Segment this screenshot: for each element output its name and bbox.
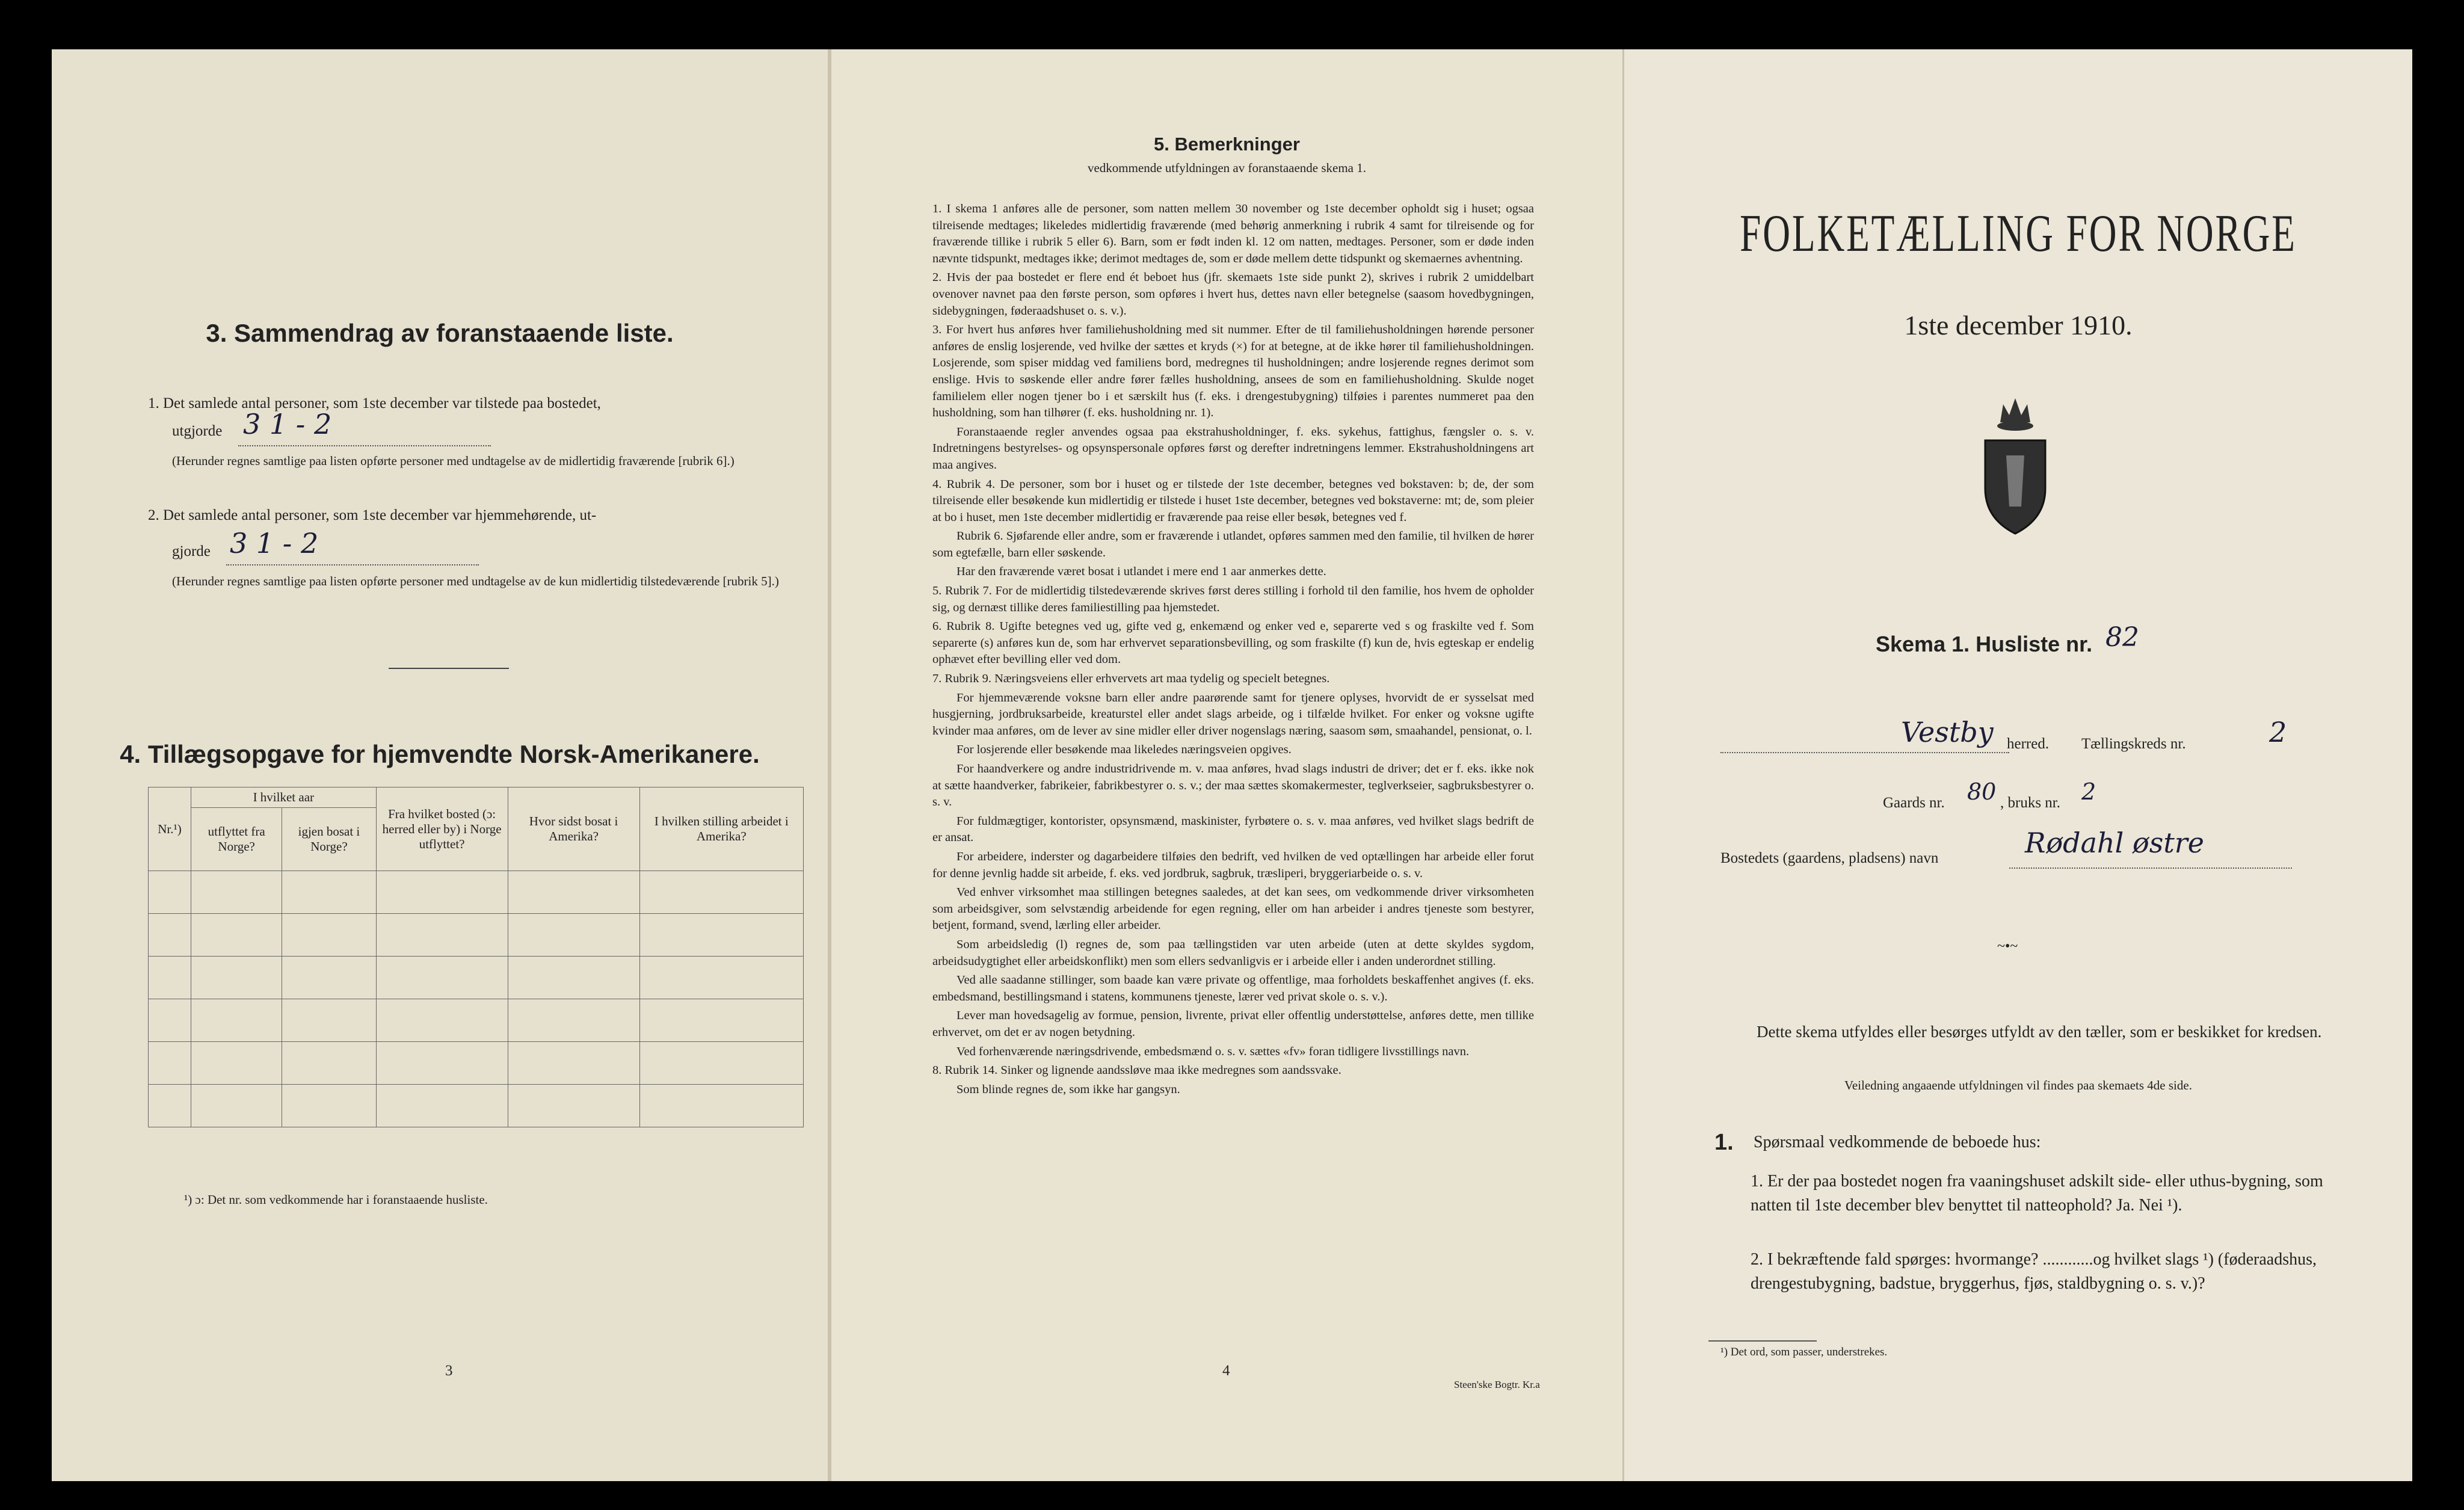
remark-item: Ved enhver virksomhet maa stillingen betegnes saaledes, at det kan sees, om vedkommende driver virksomheten som arbeidsgiver, som selvstændig arbeidende for egen regning, eller om han arbeider i andres tjeneste som bestyrer, betjent, formand, svend, lærling eller arbeider. [932,886,1534,932]
remark-item: For hjemmeværende voksne barn eller andre paarørende samt for tjenere oplyses, hvorvidt de er sysselsat med husgjerning, jordbruksarbeide, kreaturstel eller andet slags arbeide, og i tilfælde hvilket. For enker og voksne ugifte kvinder maa anføres, om de lever av sine midler eller driver nogenslags næring, saasom søm, smaahandel, pensionat, o. l. [932,691,1534,738]
left-page [52,49,828,1481]
guidance-text: Veiledning angaaende utfyldningen vil findes paa skemaets 4de side. [1844,1078,2192,1092]
census-date: 1ste december 1910. [1904,310,2133,341]
remark-item: 5. Rubrik 7. For de midlertidig tilstedeværende skrives først deres stilling i forhold til den familie, hos hvem de opholder sig, og dernæst tillike deres familiestilling paa hjemstedet. [932,584,1534,614]
remark-item: Lever man hovedsagelig av formue, pension, livrente, privat eller offentlig understøttelse, anføres dette, men tillike erhvervet, om det er av nogen betydning. [932,1009,1534,1039]
item1-label: utgjorde [172,423,223,439]
remark-item: 6. Rubrik 8. Ugifte betegnes ved ug, gifte ved g, enkemænd og enker ved e, separerte ved s og fraskilte ved f. Som separerte (s) anføres kun de, som har erhvervet separationsbevilling, og som fraskilte (f) kun de, hvis egteskap er endelig ophævet efter bevilling eller ved dom. [932,620,1534,667]
norsk-amerikanere-table [148,787,804,1127]
bosted-label: Bostedets (gaardens, pladsens) navn [1720,850,1939,866]
gaards-label: Gaards nr. [1883,795,1945,811]
remark-item: 2. Hvis der paa bostedet er flere end ét beboet hus (jfr. skemaets 1ste side punkt 2), skrives i rubrik 2 umiddelbart ovenover navnet paa den første person, som opføres i hvert hus, dettes navn eller betegnelse (saasom hovedbygningen, sidebygningen, føderaadshuset o. s. v.). [932,271,1534,318]
middle-page-number: 4 [1222,1363,1230,1379]
item2-value: 3 1 - 2 [230,527,319,559]
remarks-subtitle: vedkommende utfyldningen av foranstaaende skema 1. [1087,161,1366,175]
left-page-number: 3 [445,1363,453,1379]
item1-value: 3 1 - 2 [243,408,332,440]
col-from-where: Fra hvilket bosted (ɔ: herred eller by) i Norge utflyttet? [376,787,508,871]
question-heading: Spørsmaal vedkommende de beboede hus: [1754,1133,2041,1151]
item2-note: (Herunder regnes samtlige paa listen opførte personer med undtagelse av de kun midlertidig tilstedeværende [rubrik 5].) [172,574,779,588]
remark-item: For haandverkere og andre industridrivende m. v. maa anføres, hvad slags industri de driver; det er f. eks. ikke nok at sætte haandverker, fabrikeier, fabrikbestyrer o. s. v.; der maa sættes skomakermester, teglverkseier, sagbruksbestyrer o. s. v. [932,762,1534,809]
table-row [149,914,804,957]
left-footnote: ¹) ɔ: Det nr. som vedkommende har i foranstaaende husliste. [184,1192,488,1207]
col-nr: Nr.¹) [149,787,191,871]
remark-item: Foranstaaende regler anvendes ogsaa paa ekstrahusholdninger, f. eks. sykehus, fattighus, fængsler o. s. v. Indretningens bestyrelses- og opsynspersonale opføres først og derefter indretningens lemmer. Ekstrahusholdningens art maa angives. [932,425,1534,472]
remarks-list [932,201,1534,1100]
col-emigrated: utflyttet fra Norge? [191,808,282,871]
right-footnote: ¹) Det ord, som passer, understrekes. [1720,1346,1888,1358]
remark-item: 7. Rubrik 9. Næringsveiens eller erhvervets art maa tydelig og specielt betegnes. [932,672,1330,686]
col-occupation: I hvilken stilling arbeidet i Amerika? [639,787,803,871]
ornament-icon: ~•~ [1997,938,2018,954]
item1-text: 1. Det samlede antal personer, som 1ste december var tilstede paa bostedet, [148,395,601,411]
herred-label: herred. [2007,736,2050,752]
coat-of-arms-icon [1973,386,2057,537]
census-title: FOLKETÆLLING FOR NORGE [1740,205,2297,263]
question-2: 2. I bekræftende fald spørges: hvormange? ............og hvilket slags ¹) (føderaadshus, drengestubygning, badstue, bryggerhus, fjøs, staldbygning o. s. v.)? [1751,1250,2317,1293]
item2-label: gjorde [172,543,211,559]
remark-item: Ved alle saadanne stillinger, som baade kan være private og offentlige, maa forholdets beskaffenhet angives (f. eks. embedsmand, bestillingsmand i statens, kommunens tjeneste, lærer ved privat skole o. s. v.). [932,973,1534,1003]
section3-title: 3. Sammendrag av foranstaaende liste. [206,319,674,347]
remark-item: 3. For hvert hus anføres hver familiehusholdning med sit nummer. Efter de til familiehusholdningen hørende personer anføres de enslig losjerende, ved hvilke der sættes et kryds (×) for at betegne, at de ikke hører til familiehusholdningen. Losjerende, som spiser middag ved familiens bord, medregnes til husholdningen; andre losjerende regnes derimot som enslige. Hvis to søskende eller andre fører fælles husholdning, ansees de som en familiehusholdning. Skulde noget familielem eller nogen tjener bo i et særskilt hus (f. eks. i drengestubygning) tilføies i parentes nummeret paa den husholdning, som han tilhører (f. eks. husholdning nr. 1). [932,323,1534,420]
col-last-residence: Hvor sidst bosat i Amerika? [508,787,639,871]
schema-number: 82 [2105,622,2139,653]
remark-item: Som blinde regnes de, som ikke har gangsyn. [956,1082,1180,1096]
bosted-value: Rødahl østre [2025,827,2205,859]
schema-label: Skema 1. Husliste nr. [1876,632,2093,656]
bruks-label: , bruks nr. [2000,795,2060,811]
herred-value: Vestby [1901,716,1994,748]
table-row [149,1085,804,1127]
remark-item: Ved forhenværende næringsdrivende, embedsmænd o. s. v. sættes «fv» foran tidligere livsstillings navn. [956,1044,1470,1058]
question-heading-number: 1. [1714,1130,1734,1155]
table-row [149,957,804,999]
item1-note: (Herunder regnes samtlige paa listen opførte personer med undtagelse av de midlertidig fraværende [rubrik 6].) [172,454,735,468]
col-group-year: I hvilket aar [191,787,377,808]
instruction-text: Dette skema utfyldes eller besørges utfyldt av den tæller, som er beskikket for kredsen. [1757,1023,2322,1041]
question-1: 1. Er der paa bostedet nogen fra vaaningshuset adskilt side- eller uthus-bygning, som natten til 1ste december blev benyttet til natteophold? Ja. Nei ¹). [1751,1172,2323,1215]
gaards-value: 80 [1967,778,1997,805]
remark-item: For losjerende eller besøkende maa likeledes næringsveien opgives. [956,743,1292,757]
item2-text: 2. Det samlede antal personer, som 1ste december var hjemmehørende, ut- [148,507,597,523]
remarks-title: 5. Bemerkninger [1154,134,1300,155]
kreds-label: Tællingskreds nr. [2081,736,2186,752]
remark-item: For fuldmægtiger, kontorister, opsynsmænd, maskinister, fyrbøtere o. s. v. maa anføres, ved hvilket slags bedrift de er ansat. [932,814,1534,845]
remark-item: For arbeidere, inderster og dagarbeidere tilføies den bedrift, ved hvilken de ved optællingen har arbeide eller forut for denne jevnlig hadde sit arbeide, f. eks. ved jordbruk, sagbruk, træsliperi, bryggeriarbeide o. s. v. [932,849,1534,880]
col-returned: igjen bosat i Norge? [282,808,376,871]
printer-mark: Steen'ske Bogtr. Kr.a [1454,1379,1540,1390]
section4-title: 4. Tillægsopgave for hjemvendte Norsk-Amerikanere. [120,740,760,768]
bruks-value: 2 [2081,778,2096,805]
remark-item: Som arbeidsledig (l) regnes de, som paa tællingstiden var uten arbeide (uten at dette skyldes sygdom, arbeidsudygtighet eller arbeidskonflikt) men som ellers sedvanligvis er i arbeide eller i anden underordnet stilling. [932,937,1534,968]
middle-page [831,49,1622,1481]
remark-item: Har den fraværende været bosat i utlandet i mere end 1 aar anmerkes dette. [956,565,1326,579]
remark-item: 4. Rubrik 4. De personer, som bor i huset og er tilstede der 1ste december, betegnes ved bokstaven: b; de, der som tilreisende eller besøkende kun midlertidig er tilstede i huset 1ste december, betegnes ved bokstaverne: mt; de, som pleier at bo i huset, men 1ste december midlertidig er fraværende paa reise eller besøk, betegnes ved f. [932,477,1534,524]
remark-item: 8. Rubrik 14. Sinker og lignende aandssløve maa ikke medregnes som aandssvake. [932,1064,1341,1077]
right-page [1624,49,2412,1481]
remark-item: 1. I skema 1 anføres alle de personer, som natten mellem 30 november og 1ste december opholdt sig i huset; ogsaa tilreisende medtages; likeledes midlertidig fraværende (med behørig anmerkning i rubrik 4 samt for tilreisende og for fraværende tillike i rubrik 5 eller 6). Barn, som er født inden kl. 12 om natten, medtages. Personer, som er døde inden nævnte tidspunkt, medtages ikke; derimot medtages de, som er døde mellem dette tidspunkt og skemaernes avhentning. [932,202,1534,265]
kreds-value: 2 [2269,716,2287,748]
table-row [149,1042,804,1085]
remark-item: Rubrik 6. Sjøfarende eller andre, som er fraværende i utlandet, opføres sammen med den familie, til hvilken de hører som egtefælle, barn eller søskende. [932,529,1534,559]
table-row [149,871,804,914]
table-row [149,999,804,1042]
